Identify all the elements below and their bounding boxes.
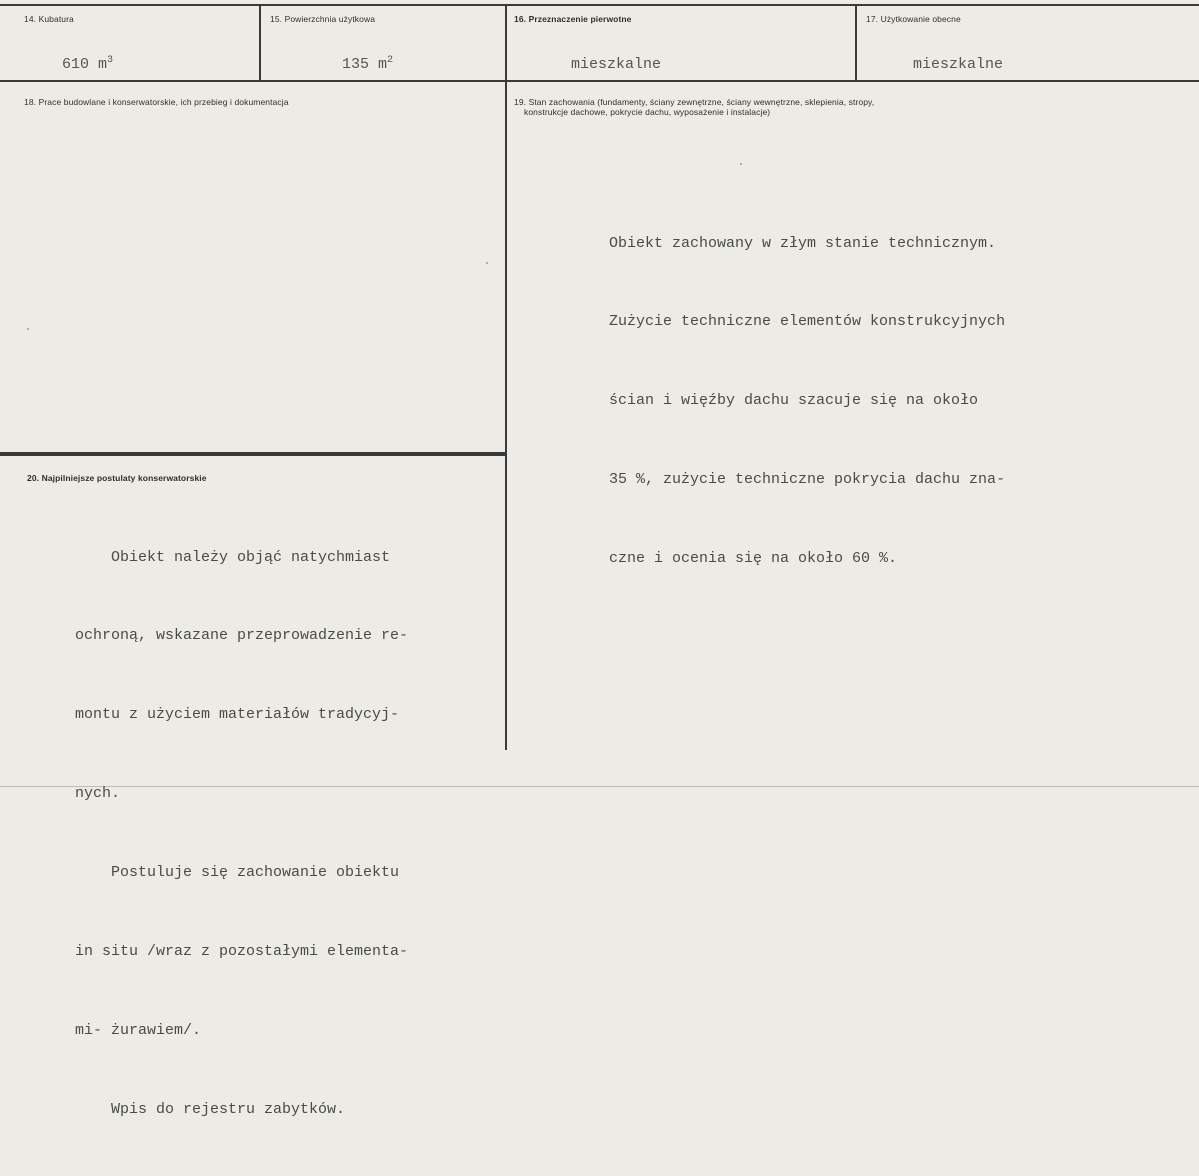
- field-15-value: [342, 56, 393, 73]
- text-line: in situ /wraz z pozostałymi elementa-: [75, 943, 409, 961]
- field-15-label: 15. Powierzchnia użytkowa: [270, 14, 376, 24]
- paper-speck: [486, 262, 488, 264]
- text-line: ochroną, wskazane przeprowadzenie re-: [75, 627, 409, 645]
- area-exponent: 2: [387, 55, 394, 66]
- text-line: montu z użyciem materiałów tradycyj-: [75, 706, 400, 724]
- field-20-text: [75, 492, 408, 1176]
- field-18-label: 18. Prace budowlane i konserwatorskie, ich przebieg i dokumentacja: [24, 97, 289, 107]
- column-divider-3: [855, 4, 857, 82]
- text-line: Zużycie techniczne elementów konstrukcyjnych: [609, 313, 1006, 331]
- field-16-label: 16. Przeznaczenie pierwotne: [514, 14, 632, 24]
- field-16-value: mieszkalne: [571, 56, 662, 73]
- area-number: 135: [342, 56, 370, 73]
- area-unit: m: [378, 56, 388, 73]
- volume-exponent: 3: [107, 55, 114, 66]
- text-line: mi- żurawiem/.: [75, 1021, 202, 1039]
- field-17-value: mieszkalne: [913, 56, 1004, 73]
- paper-speck: [27, 328, 29, 330]
- volume-number: 610: [62, 56, 90, 73]
- text-line: Obiekt należy objąć natychmiast: [75, 548, 391, 566]
- text-line: Obiekt zachowany w złym stanie technicznym.: [609, 234, 997, 252]
- text-line: ścian i więźby dachu szacuje się na około: [609, 392, 979, 410]
- field-14-label: 14. Kubatura: [24, 14, 74, 24]
- text-line: nych.: [75, 785, 121, 803]
- field-19-text: [609, 178, 1005, 625]
- field-17-label: 17. Użytkowanie obecne: [866, 14, 961, 24]
- field-20-label: 20. Najpilniejsze postulaty konserwatorskie: [27, 473, 207, 483]
- text-line: 35 %, zużycie techniczne pokrycia dachu zna-: [609, 471, 1006, 489]
- row-divider-1: [0, 80, 1199, 82]
- row-divider-2: [0, 452, 505, 456]
- field-19-label-line-2: konstrukcje dachowe, pokrycie dachu, wyposażenie i instalacje): [524, 107, 771, 117]
- text-line: Wpis do rejestru zabytków.: [75, 1100, 346, 1118]
- column-divider-1: [259, 4, 261, 82]
- volume-unit: m: [98, 56, 108, 73]
- top-border: [0, 4, 1199, 6]
- paper-speck: [740, 163, 742, 165]
- field-19-label-line-1: 19. Stan zachowania (fundamenty, ściany zewnętrzne, ściany wewnętrzne, sklepienia, stropy,: [514, 97, 875, 107]
- column-divider-2: [505, 4, 507, 750]
- text-line: Postuluje się zachowanie obiektu: [75, 864, 400, 882]
- field-14-value: [62, 56, 113, 73]
- text-line: czne i ocenia się na około 60 %.: [609, 550, 898, 568]
